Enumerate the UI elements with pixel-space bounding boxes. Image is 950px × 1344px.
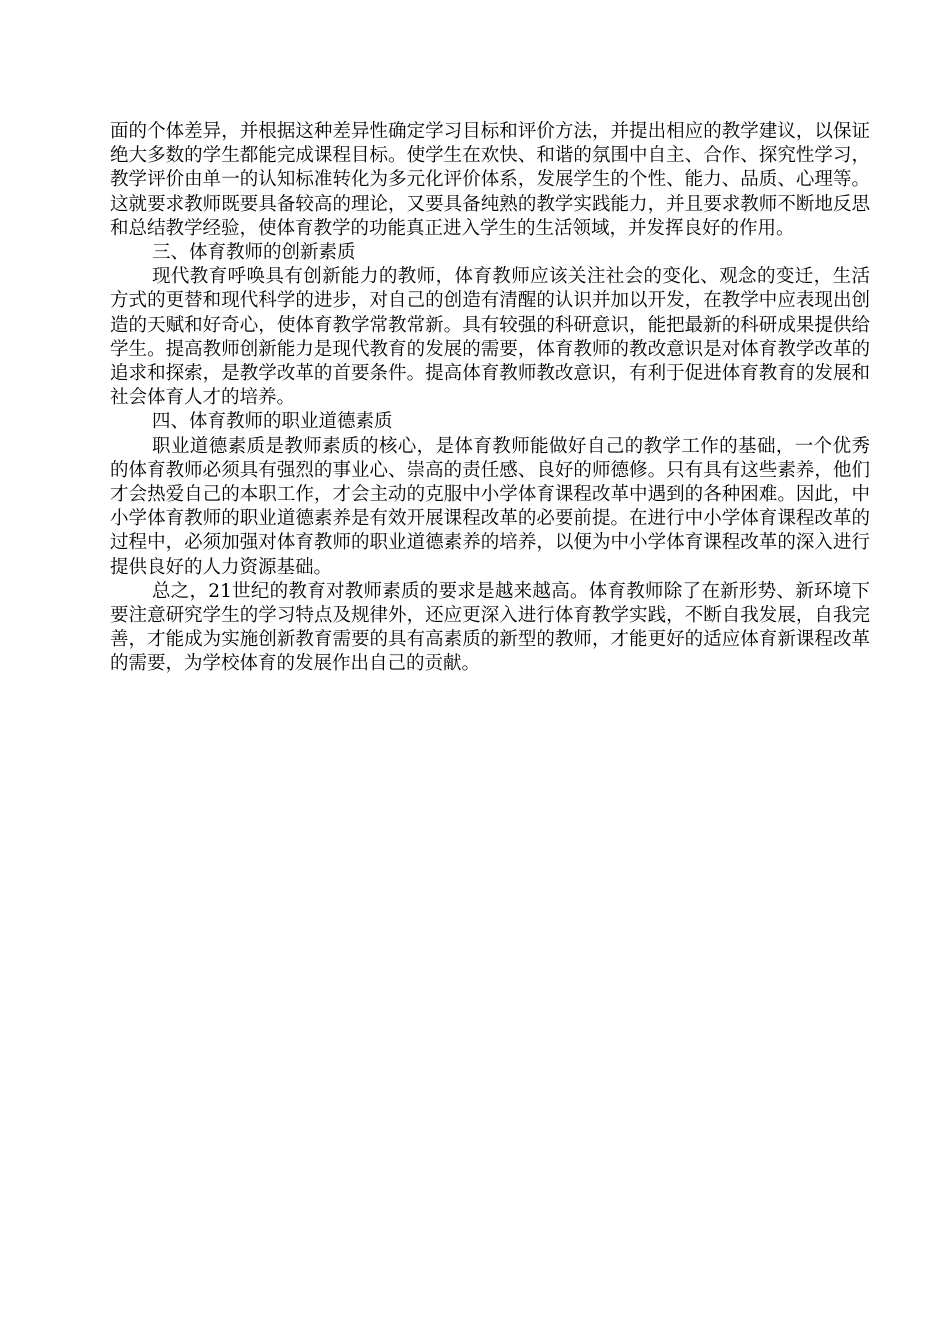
paragraph-conclusion: 总之，21世纪的教育对教师素质的要求是越来越高。体育教师除了在新形势、新环境下要注意研究学生的学习特点及规律外，还应更深入进行体育教学实践，不断自我发展，自我完善，才能成为实施创新教育需要的具有高素质的新型的教师，才能更好的适应体育新课程改革的需要，为学校体育的发展作出自己的贡献。 xyxy=(110,580,870,675)
section-heading-innovation: 三、体育教师的创新素质 xyxy=(152,242,356,264)
paragraph-innovation: 现代教育呼唤具有创新能力的教师，体育教师应该关注社会的变化、观念的变迁，生活方式的更替和现代科学的进步，对自己的创造有清醒的认识并加以开发，在教学中应表现出创造的天赋和好奇心，使体育教学常教常新。具有较强的科研意识，能把最新的科研成果提供给学生。提高教师创新能力是现代教育的发展的需要，体育教师的教改意识是对体育教学改革的追求和探索，是教学改革的首要条件。提高体育教师教改意识，有利于促进体育教育的发展和社会体育人才的培养。 xyxy=(110,266,870,409)
section-heading-ethics: 四、体育教师的职业道德素质 xyxy=(152,411,393,433)
paragraph-ethics: 职业道德素质是教师素质的核心，是体育教师能做好自己的教学工作的基础，一个优秀的体育教师必须具有强烈的事业心、崇高的责任感、良好的师德修。只有具有这些素养，他们才会热爱自己的本职工作，才会主动的克服中小学体育课程改革中遇到的各种困难。因此，中小学体育教师的职业道德素养是有效开展课程改革的必要前提。在进行中小学体育课程改革的过程中，必须加强对体育教师的职业道德素养的培养，以便为中小学体育课程改革的深入进行提供良好的人力资源基础。 xyxy=(110,435,870,578)
document-page xyxy=(110,120,870,677)
paragraph-continuation: 面的个体差异，并根据这种差异性确定学习目标和评价方法，并提出相应的教学建议，以保证绝大多数的学生都能完成课程目标。使学生在欢快、和谐的氛围中自主、合作、探究性学习，教学评价由单一的认知标准转化为多元化评价体系，发展学生的个性、能力、品质、心理等。这就要求教师既要具备较高的理论，又要具备纯熟的教学实践能力，并且要求教师不断地反思和总结教学经验，使体育教学的功能真正进入学生的生活领域，并发挥良好的作用。 xyxy=(110,121,870,239)
